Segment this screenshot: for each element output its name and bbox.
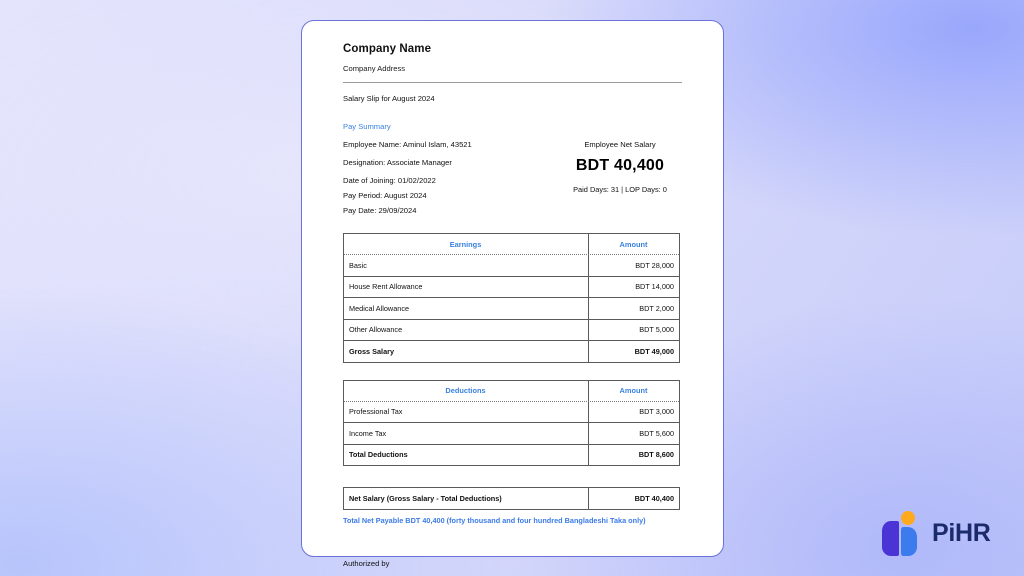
earning-amount: BDT 5,000 (639, 325, 674, 335)
signature-block (343, 559, 682, 576)
deductions-header-amount: Amount (619, 386, 648, 395)
earning-amount: BDT 28,000 (635, 260, 674, 270)
earning-desc: House Rent Allowance (344, 277, 589, 298)
table-row (344, 255, 679, 276)
employee-details (343, 140, 558, 221)
deduction-desc: Income Tax (344, 423, 589, 444)
employee-name-line: Employee Name: Aminul Islam, 43521 (343, 140, 472, 149)
net-salary-amount: BDT 40,400 (575, 157, 665, 174)
company-name: Company Name (343, 43, 432, 55)
table-row (344, 422, 679, 444)
net-salary-label: Employee Net Salary (584, 140, 656, 149)
net-salary-row (344, 488, 679, 509)
paid-days-line: Paid Days: 31 | LOP Days: 0 (573, 185, 667, 194)
table-row (344, 297, 679, 319)
salary-slip-card (301, 20, 724, 568)
earning-amount: BDT 2,000 (639, 303, 674, 313)
employee-joining-line: Date of Joining: 01/02/2022 (343, 176, 436, 185)
earning-desc: Basic (344, 255, 589, 276)
gross-salary-row (344, 340, 679, 362)
earnings-header-amount: Amount (619, 239, 648, 249)
pihr-petal-logo-icon (881, 511, 923, 556)
net-salary-panel (558, 140, 682, 221)
deduction-desc: Professional Tax (344, 402, 589, 423)
earnings-header-label: Earnings (344, 234, 589, 254)
pay-summary-label: Pay Summary (343, 122, 391, 131)
logo-dot-icon (901, 511, 915, 525)
table-row (344, 402, 679, 423)
earning-desc: Other Allowance (344, 320, 589, 341)
deduction-amount: BDT 3,000 (639, 407, 674, 417)
earnings-table (343, 233, 680, 363)
pay-date-line: Pay Date: 29/09/2024 (343, 206, 417, 215)
table-row (344, 319, 679, 341)
logo-petal-right (901, 527, 917, 556)
deductions-header-label: Deductions (344, 381, 589, 401)
pay-period-line: Pay Period: August 2024 (343, 191, 427, 200)
net-salary-table (343, 487, 680, 510)
total-deductions-amount: BDT 8,600 (638, 450, 674, 460)
total-payable-note: Total Net Payable BDT 40,400 (forty thousand and four hundred Bangladeshi Taka only) (343, 515, 646, 525)
logo-petal-left (882, 521, 899, 556)
header-divider (343, 82, 682, 83)
deductions-table (343, 380, 680, 467)
earnings-table-header (344, 234, 679, 255)
net-salary-row-amount: BDT 40,400 (634, 493, 674, 503)
gross-salary-amount: BDT 49,000 (634, 346, 674, 356)
total-deductions-label: Total Deductions (344, 445, 589, 466)
deduction-amount: BDT 5,600 (639, 428, 674, 438)
earning-amount: BDT 14,000 (635, 282, 674, 292)
pihr-logo (881, 511, 991, 556)
pay-summary-section (343, 140, 682, 221)
deductions-table-header (344, 381, 679, 402)
pihr-wordmark: PiHR (932, 519, 991, 547)
employee-designation-line: Designation: Associate Manager (343, 158, 452, 167)
net-salary-row-label: Net Salary (Gross Salary - Total Deductions) (344, 488, 589, 509)
table-row (344, 276, 679, 298)
company-address: Company Address (343, 64, 406, 73)
authorized-by-label: Authorized by (343, 558, 390, 568)
earning-desc: Medical Allowance (344, 298, 589, 319)
total-deductions-row (344, 444, 679, 466)
gross-salary-label: Gross Salary (344, 341, 589, 362)
slip-title: Salary Slip for August 2024 (343, 94, 435, 103)
